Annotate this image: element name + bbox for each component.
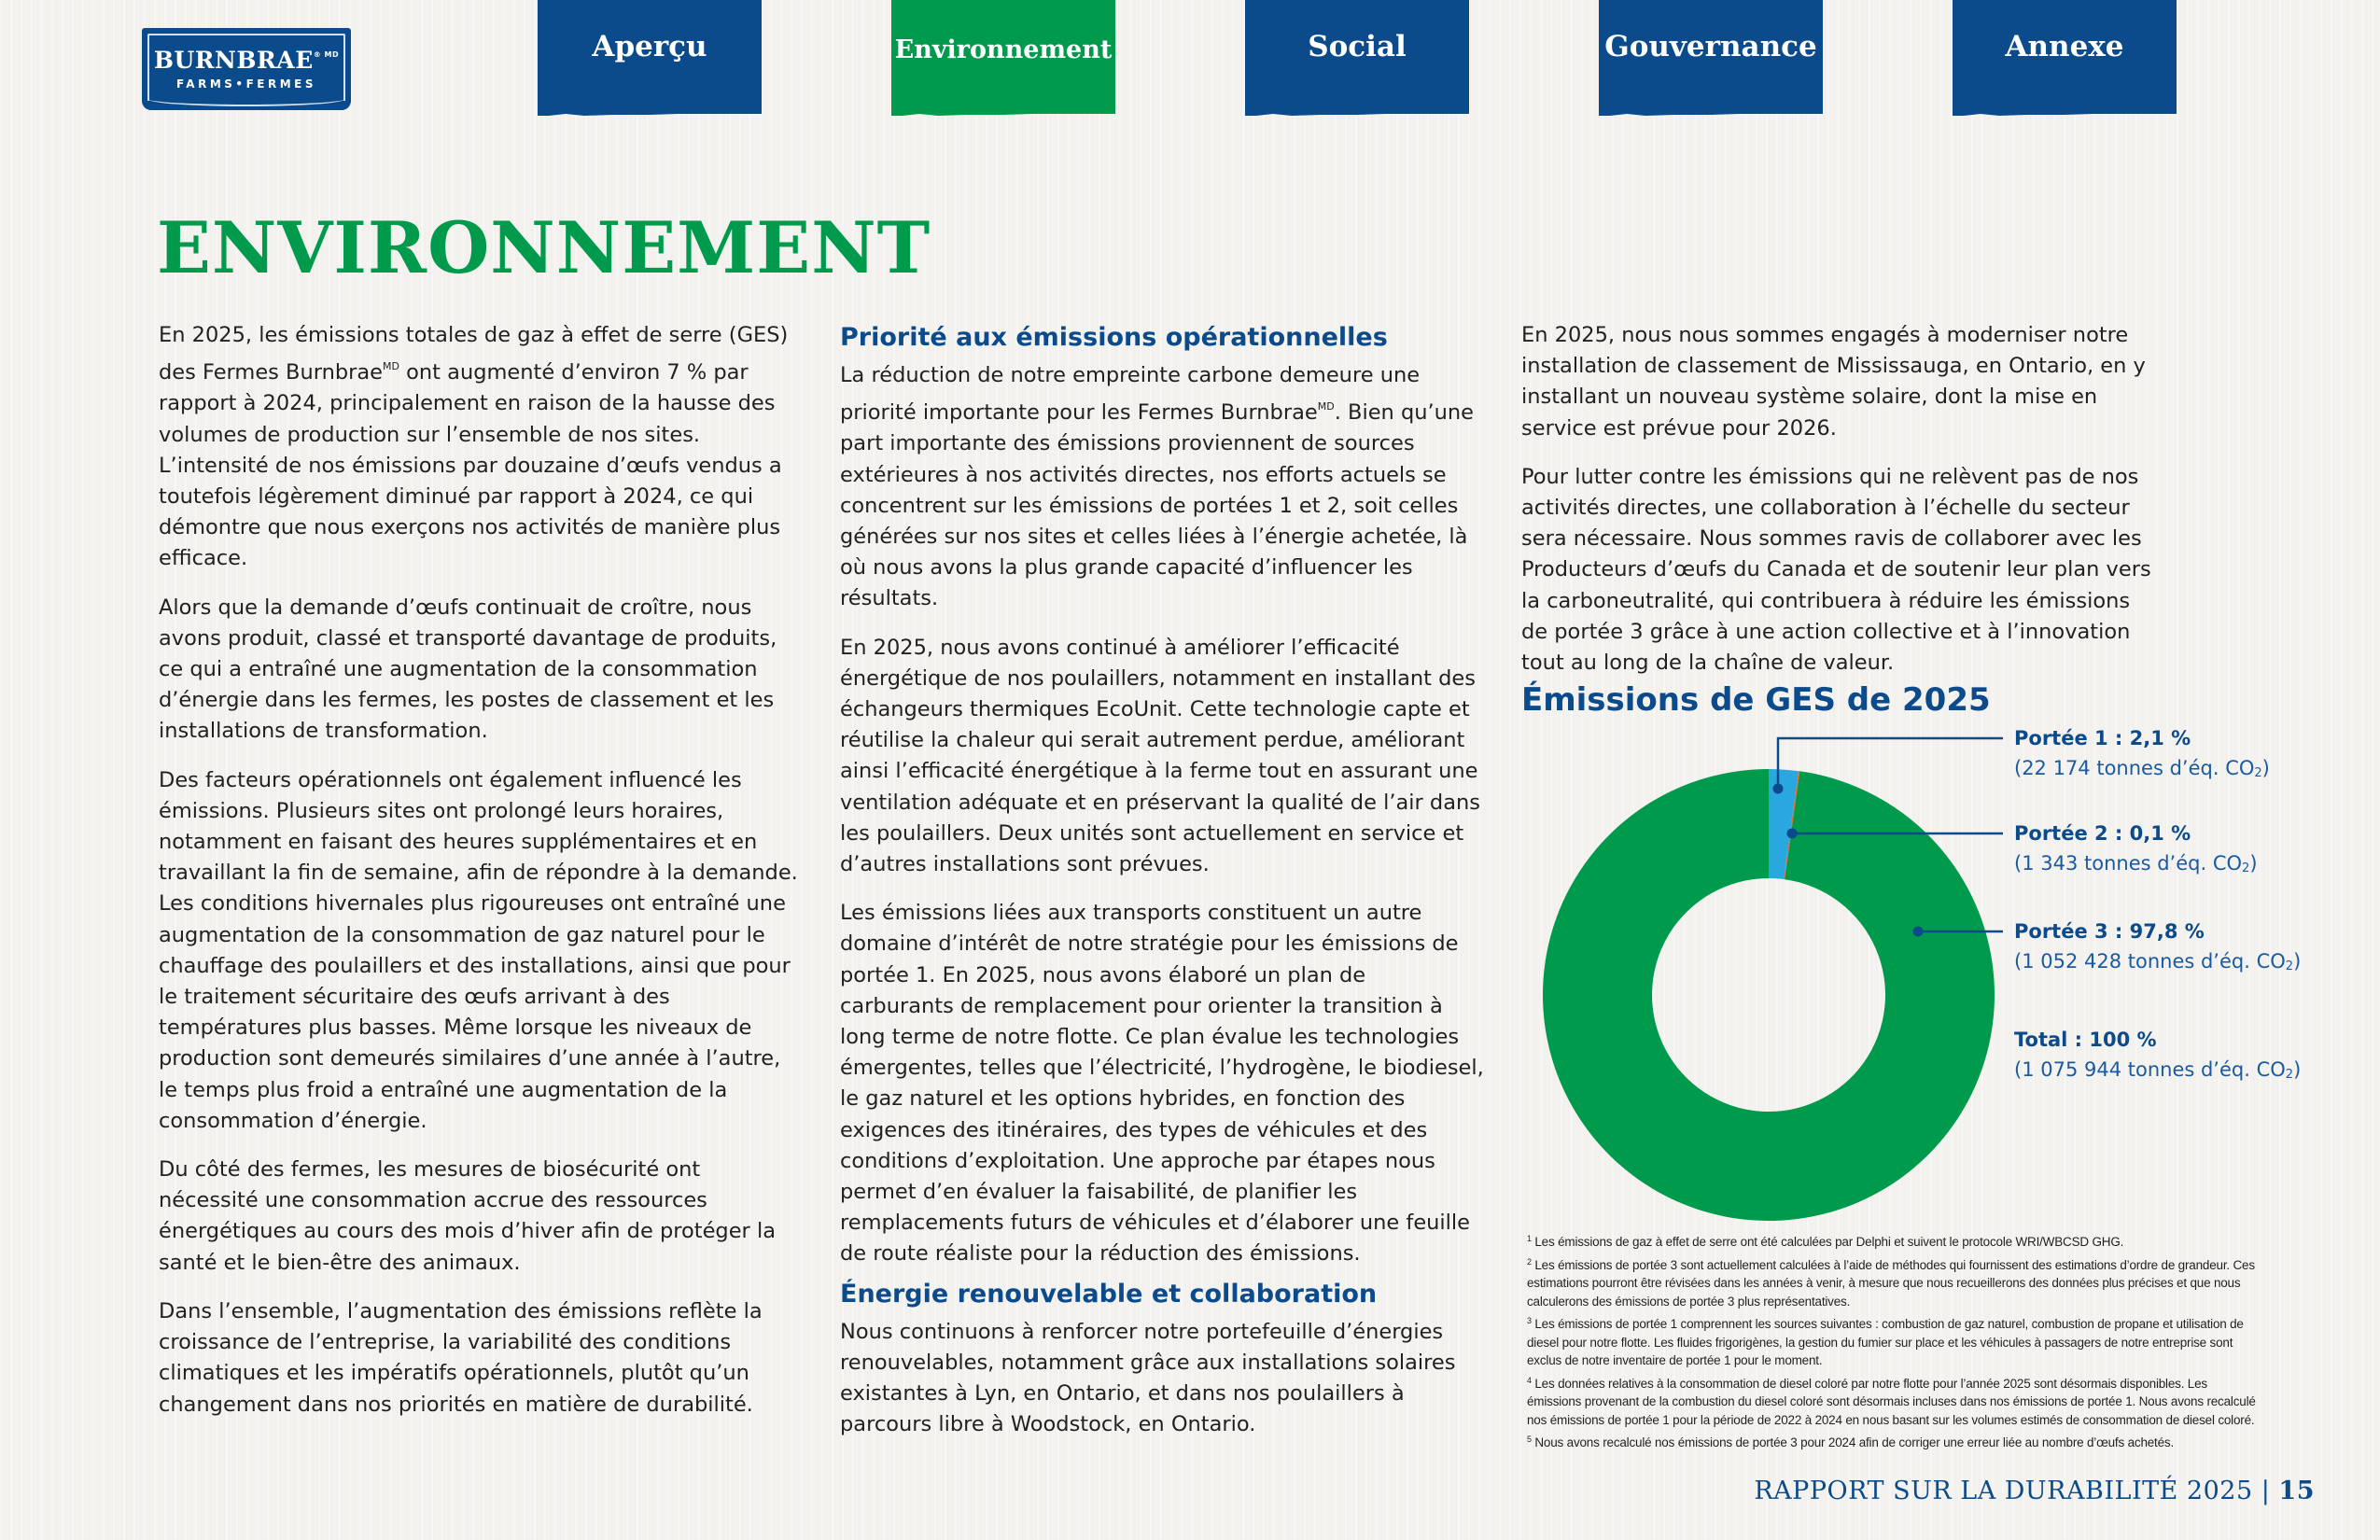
tab-social[interactable] <box>1245 0 1469 114</box>
page-title: ENVIRONNEMENT <box>157 206 931 289</box>
paragraph: Des facteurs opérationnels ont également influencé les émissions. Plusieurs sites ont prolongé leurs horaires, notamment en faisant des heures supplémentaires et en travaillant la fin de semaine, afin de répondre à la demande. Les conditions hivernales plus rigoureuses ont entraîné une augmentation de la consommation de gaz naturel pour le chauffage des poulaillers et des installations, ainsi que pour le traitement sécuritaire des œufs arrivant à des températures plus basses. Même lorsque les niveaux de production sont demeurés similaires d’une année à l’autre, le temps plus froid a entraîné une augmentation de la consommation d’énergie. <box>159 767 798 1133</box>
torn-edge-icon <box>1245 105 1469 118</box>
paragraph: En 2025, les émissions totales de gaz à effet de serre (GES) des Fermes Burnbrae$^{MD}$ ont augmenté d’environ 7 % par rapport à 2024, principalement en raison de la hausse des volumes de production sur l’ensemble de nos sites. L’intensité de nos émissions par douzaine d’œufs vendus a toutefois légèrement diminué par rapport à 2024, ce qui démontre que nous exerçons nos activités de manière plus efficace. <box>159 323 789 571</box>
trademark-mark: MD <box>1317 400 1335 413</box>
tab-apercu[interactable] <box>538 0 762 114</box>
paragraph: Pour lutter contre les émissions qui ne relèvent pas de nos activités directes, une collaboration à l’échelle du secteur sera nécessaire. Nous sommes ravis de collaborer avec les Producteurs d’œufs du Canada et de soutenir leur plan vers la carboneutralité, qui contribuera à réduire les émissions de portée 3 grâce à une action collective et à l’innovation tout au long de la chaîne de valeur. <box>1521 464 2151 676</box>
torn-edge-icon <box>891 105 1115 118</box>
legend-scope1: Portée 1 : 2,1 % (22 174 tonnes d’éq. $CO_2$) <box>2014 727 2270 780</box>
footnote-3: $^3$ Les émissions de portée 1 comprennent les sources suivantes : combustion de gaz naturel, combustion de propane et utilisation de diesel pour notre flotte. Les fluides frigorigènes, la gestion du fumier sur place et les véhicules à passagers de notre entreprise sont exclus de notre inventaire de portée 1 pour le moment. <box>1527 1316 2244 1367</box>
footnote-5: $^5$ Nous avons recalculé nos émissions de portée 3 pour 2024 afin de corriger une erreur liée au nombre d’œufs achetés. <box>1527 1435 2175 1449</box>
tab-label: Gouvernance <box>1604 30 1817 63</box>
column-3 <box>1521 320 2156 696</box>
report-title: RAPPORT SUR LA DURABILITÉ 2025 <box>1754 1477 2253 1505</box>
footer-separator: | <box>2261 1477 2271 1505</box>
page-footer <box>1754 1477 2315 1505</box>
paragraph: Du côté des fermes, les mesures de biosécurité ont nécessité une consommation accrue des ressources énergétiques au cours des mois d’hiver afin de protéger la santé et le bien-être des animaux. <box>159 1157 776 1275</box>
footnote-4: $^4$ Les données relatives à la consommation de diesel coloré par notre flotte pour l’année 2025 sont désormais disponibles. Les émissions provenant de la combustion du diesel coloré sont désormais incluses dans nos émissions de portée 1. Nous avons recalculé nos émissions de portée 1 pour la période de 2022 à 2024 en nous basant sur les volumes estimés de consommation de diesel coloré. <box>1527 1375 2256 1427</box>
section-heading-renewable: Énergie renouvelable et collaboration <box>840 1279 1378 1309</box>
logo-registered-mark: ® MD <box>313 50 340 59</box>
legend-scope3: Portée 3 : 97,8 % (1 052 428 tonnes d’éq. $CO_2$) <box>2014 920 2302 973</box>
legend-scope2: Portée 2 : 0,1 % (1 343 tonnes d’éq. $CO_2$) <box>2014 822 2258 875</box>
tab-label: Environnement <box>894 35 1113 64</box>
tab-label: Aperçu <box>592 30 707 63</box>
page-number: 15 <box>2278 1477 2315 1505</box>
torn-edge-icon <box>1953 105 2177 118</box>
tab-label: Annexe <box>2005 30 2124 63</box>
column-2 <box>840 321 1484 1459</box>
section-heading-operational: Priorité aux émissions opérationnelles <box>840 323 1388 352</box>
legend-total: Total : 100 % (1 075 944 tonnes d’éq. $CO_2$) <box>2014 1029 2302 1082</box>
chart-title: Émissions de GES de 2025 <box>1521 681 1991 719</box>
footnote-2: $^2$ Les émissions de portée 3 sont actuellement calculées à l’aide de méthodes qui fournissent des estimations d’ordre de grandeur. Ces estimations pourront être révisées dans les années à venir, à mesure que nous recueillerons des données plus précises et que nous calculerons des émissions de portée 3 plus représentatives. <box>1527 1256 2255 1309</box>
paragraph: Dans l’ensemble, l’augmentation des émissions reflète la croissance de l’entreprise, la variabilité des conditions climatiques et les impératifs opérationnels, plutôt qu’un changement dans nos priorités en matière de durabilité. <box>159 1298 763 1417</box>
logo-subtitle: FARMS•FERMES <box>175 77 317 91</box>
donut-ring <box>1543 769 1995 1221</box>
footnote-1: $^1$ Les émissions de gaz à effet de serre ont été calculées par Delphi et suivent le protocole WRI/WBCSD GHG. <box>1527 1234 2124 1249</box>
tab-label: Social <box>1308 30 1407 63</box>
paragraph: En 2025, nous nous sommes engagés à moderniser notre installation de classement de Mississauga, en Ontario, en y installant un nouveau système solaire, dont la mise en service est prévue pour 2026. <box>1521 323 2146 441</box>
trademark-mark: MD <box>383 360 399 373</box>
logo-curve <box>147 91 345 106</box>
paragraph: Nous continuons à renforcer notre portefeuille d’énergies renouvelables, notamment grâce aux installations solaires existantes à Lyn, en Ontario, et dans nos poulaillers à parcours libre à Woodstock, en Ontario. <box>840 1319 1456 1437</box>
tab-annexe[interactable] <box>1953 0 2177 114</box>
torn-edge-icon <box>1599 105 1823 118</box>
burnbrae-logo[interactable] <box>142 28 351 110</box>
logo-brand: $BURNBRAE^{® MD}$ <box>153 47 340 74</box>
paragraph: Les émissions liées aux transports constituent un autre domaine d’intérêt de notre stratégie pour les émissions de portée 1. En 2025, nous avons élaboré un plan de carburants de remplacement pour orienter la transition à long terme de notre flotte. Ce plan évalue les technologies émergentes, telles que l’électricité, l’hydrogène, le biodiesel, le gaz naturel et les options hybrides, en fonction des exigences des itinéraires, des types de véhicules et des conditions d’exploitation. Une approche par étapes nous permet d’en évaluer la faisabilité, de planifier les remplacements futurs de véhicules et d’élaborer une feuille de route réaliste pour la réduction des émissions. <box>840 901 1484 1267</box>
paragraph: La réduction de notre empreinte carbone demeure une priorité importante pour les Fermes Burnbrae$^{MD}$. Bien qu’une part importante des émissions proviennent de sources extérieures à nos activités directes, nos efforts actuels se concentrent sur les émissions de portées 1 et 2, soit celles générées sur nos sites et celles liées à l’énergie achetée, là où nous avons la plus grande capacité d’influencer les résultats. <box>840 363 1475 611</box>
tab-environnement[interactable] <box>891 0 1115 114</box>
ghg-donut-chart <box>1540 765 2007 1232</box>
paragraph: Alors que la demande d’œufs continuait de croître, nous avons produit, classé et transporté davantage de produits, ce qui a entraîné une augmentation de la consommation d’énergie dans les fermes, les postes de classement et les installations de transformation. <box>159 595 777 744</box>
column-1 <box>159 320 803 1438</box>
footnotes <box>1527 1230 2264 1454</box>
paragraph: En 2025, nous avons continué à améliorer l’efficacité énergétique de nos poulaillers, notamment en installant des échangeurs thermiques EcoUnit. Cette technologie capte et réutilise la chaleur qui serait autrement perdue, améliorant ainsi l’efficacité énergétique à la ferme tout en assurant une ventilation adéquate et en préservant la qualité de l’air dans les poulaillers. Deux unités sont actuellement en service et d’autres installations sont prévues. <box>840 635 1480 877</box>
torn-edge-icon <box>538 105 762 118</box>
donut-slice-portee-3 <box>1543 769 1995 1221</box>
tab-gouvernance[interactable] <box>1599 0 1823 114</box>
